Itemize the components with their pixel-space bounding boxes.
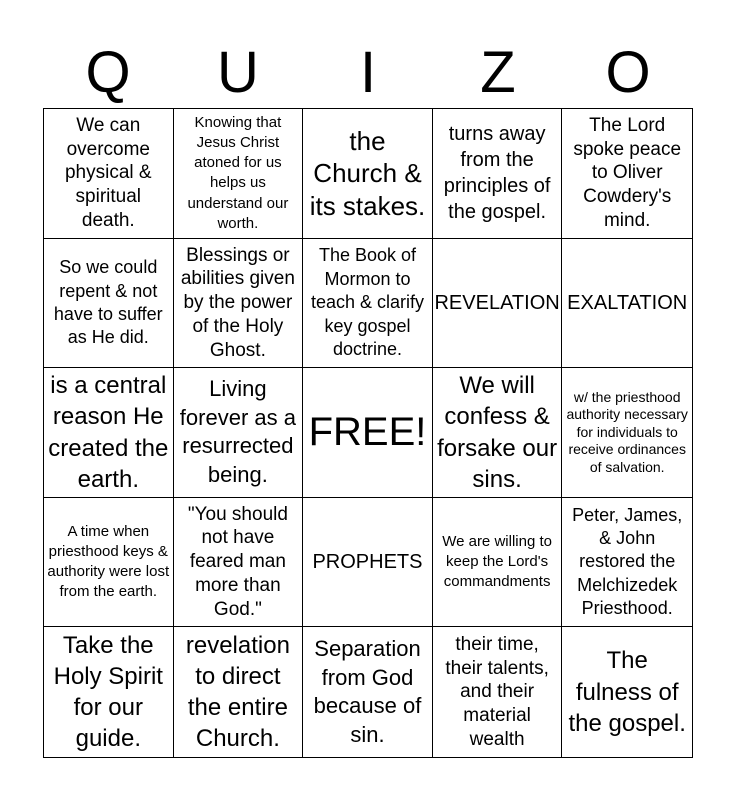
header-letter-q: Q [85,40,131,105]
bingo-cell-r3c4[interactable]: We will confess & forsake our sins. [433,368,563,498]
bingo-cell-r2c1[interactable]: So we could repent & not have to suffer as He did. [44,239,174,369]
bingo-cell-r1c3[interactable]: the Church & its stakes. [303,109,433,239]
bingo-cell-r4c2[interactable]: "You should not have feared man more than God." [174,498,304,628]
bingo-cell-r5c1[interactable]: Take the Holy Spirit for our guide. [44,627,174,757]
bingo-cell-r2c2[interactable]: Blessings or abilities given by the power of the Holy Ghost. [174,239,304,369]
bingo-header [43,40,693,106]
bingo-cell-free[interactable]: FREE! [303,368,433,498]
bingo-cell-r2c3[interactable]: The Book of Mormon to teach & clarify key gospel doctrine. [303,239,433,369]
bingo-cell-r2c5[interactable]: EXALTATION [562,239,692,369]
bingo-cell-r5c5[interactable]: The fulness of the gospel. [568,647,686,737]
bingo-cell-r4c5[interactable]: Peter, James, & John restored the Melchizedek Priesthood. [562,498,692,628]
bingo-cell-r4c4[interactable]: We are willing to keep the Lord's commandments [433,498,563,628]
bingo-cell-r1c4[interactable]: turns away from the principles of the gospel. [433,109,563,239]
bingo-cell-r1c1[interactable]: We can overcome physical & spiritual death. [44,109,174,239]
bingo-cell-r2c4[interactable]: REVELATION [433,239,563,369]
bingo-cell-r5c4[interactable]: their time, their talents, and their material wealth [433,627,563,757]
header-letter-i: I [359,40,377,105]
bingo-cell-r3c5[interactable]: w/ the priesthood authority necessary for individuals to receive ordinances of salvation. [562,368,692,498]
bingo-cell-r4c1[interactable]: A time when priesthood keys & authority were lost from the earth. [44,498,174,628]
bingo-grid [43,108,693,758]
bingo-cell-r4c3[interactable]: PROPHETS [303,498,433,628]
bingo-cell-r1c2[interactable]: Knowing that Jesus Christ atoned for us helps us understand our worth. [174,109,304,239]
bingo-cell-r1c5[interactable]: The Lord spoke peace to Oliver Cowdery's mind. [562,109,692,239]
header-letter-o: O [605,40,651,105]
header-letter-u: U [217,40,259,105]
header-letter-z: Z [480,40,516,105]
bingo-cell-r3c1[interactable]: is a central reason He created the earth. [44,368,174,498]
bingo-cell-r5c2[interactable]: revelation to direct the entire Church. [174,627,304,757]
bingo-cell-r5c3[interactable]: Separation from God because of sin. [303,627,433,757]
bingo-cell-r3c2[interactable]: Living forever as a resurrected being. [174,368,304,498]
